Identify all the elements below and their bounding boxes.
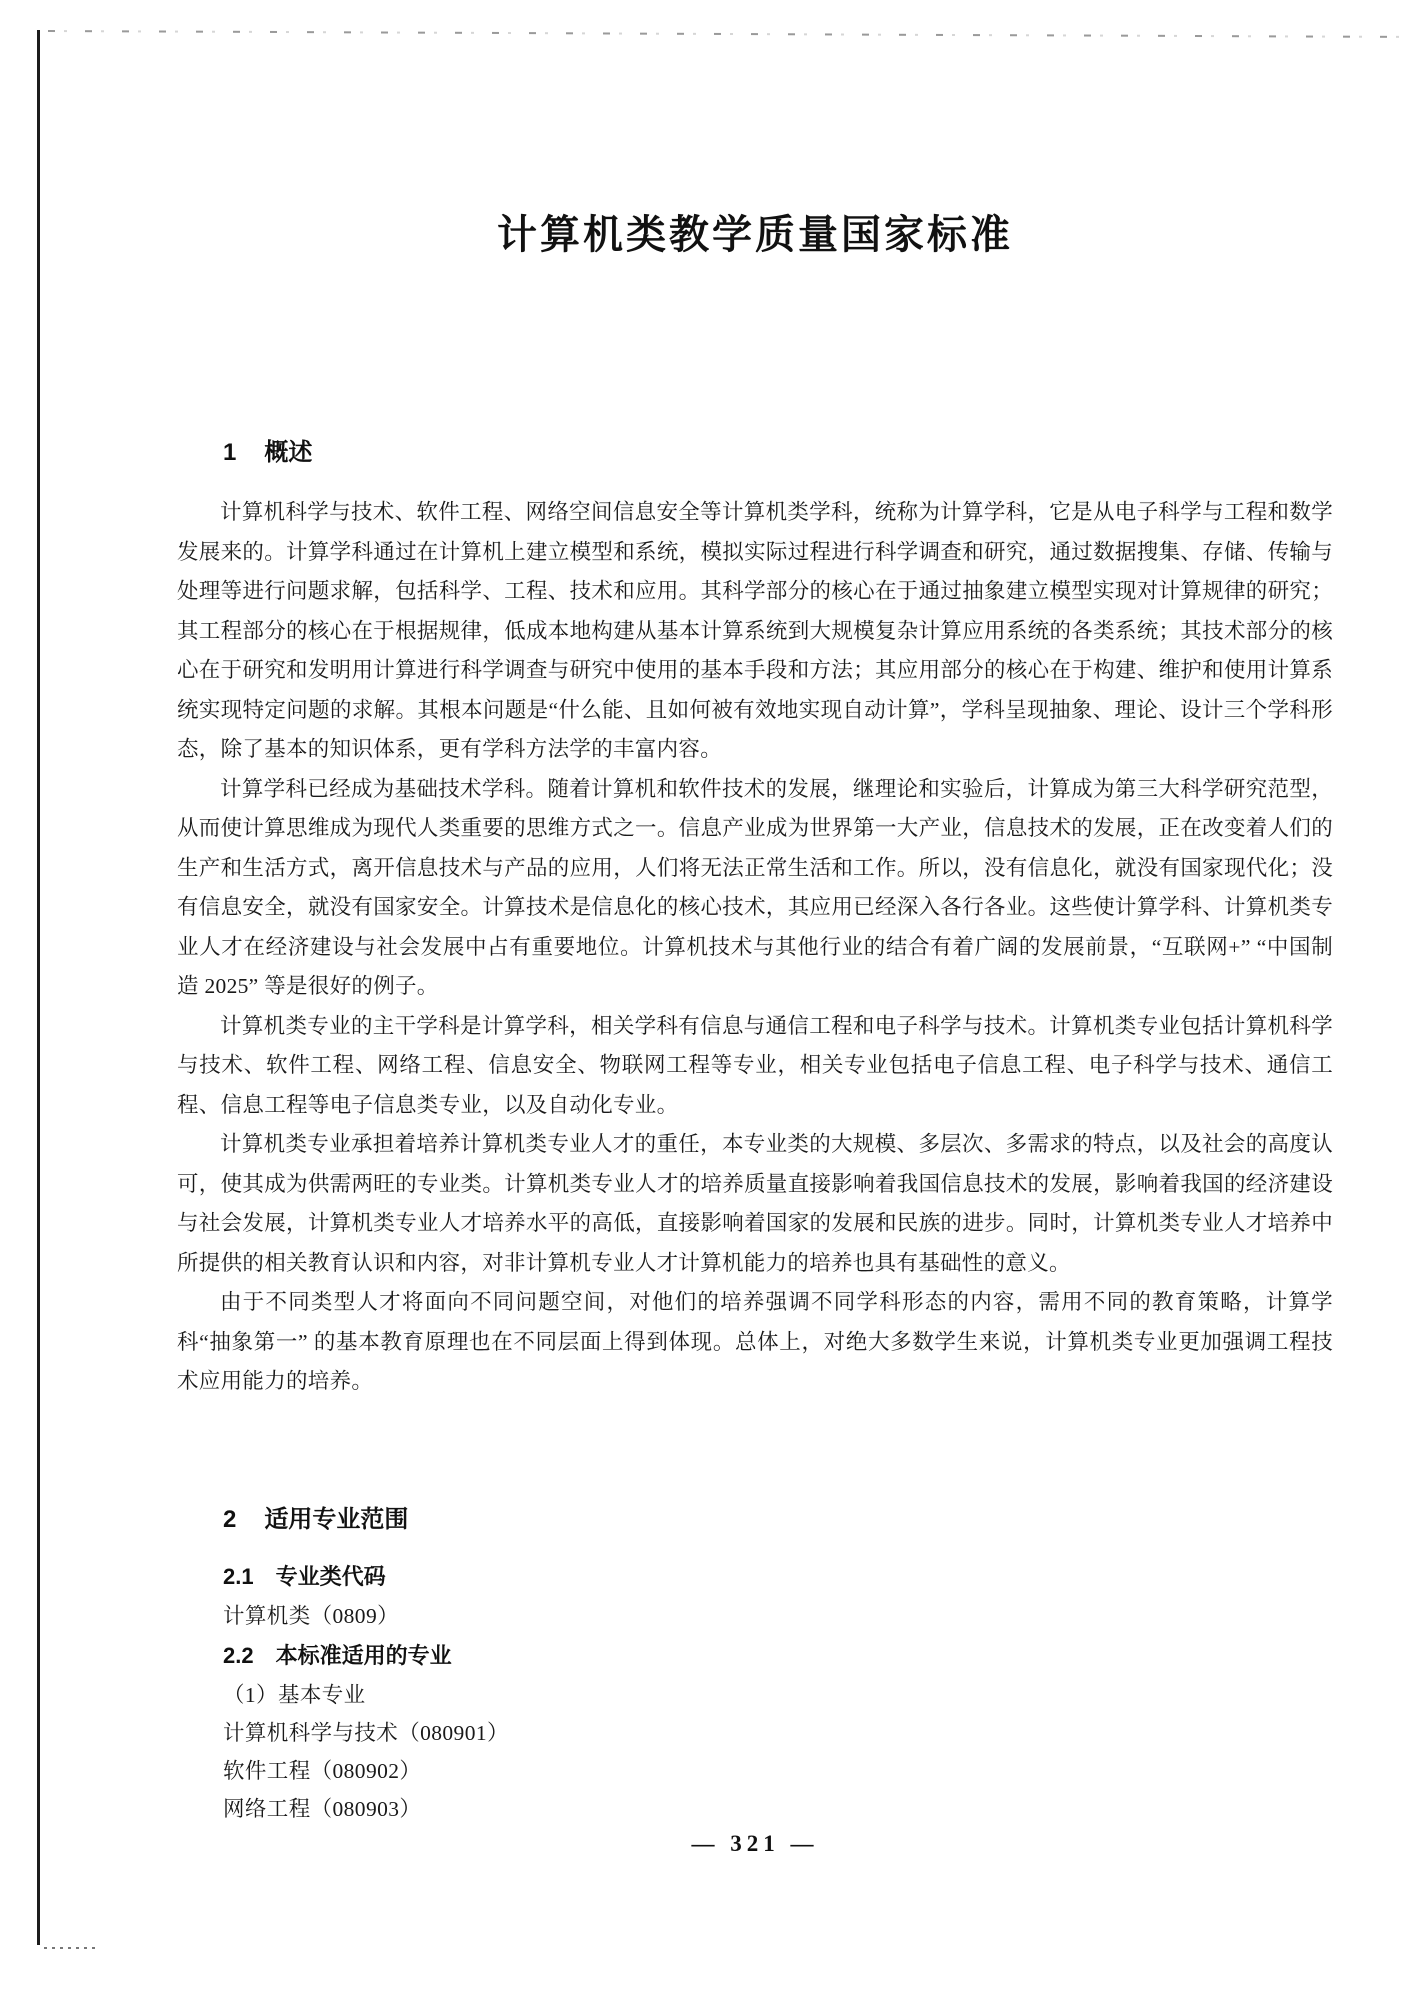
- section-1-title: 概述: [264, 439, 313, 466]
- scan-artifact-left-border-line: [37, 30, 40, 1945]
- section-2-heading: [177, 1504, 1333, 1536]
- paragraph-4: 计算机类专业承担着培养计算机类专业人才的重任，本专业类的大规模、多层次、多需求的特点，以及社会的高度认可，使其成为供需两旺的专业类。计算机类专业人才的培养质量直接影响着我国信息技术的发展，影响着我国的经济建设与社会发展，计算机类专业人才培养水平的高低，直接影响着国家的发展和民族的进步。同时，计算机类专业人才培养中所提供的相关教育认识和内容，对非计算机专业人才计算机能力的培养也具有基础性的意义。: [177, 1132, 1333, 1275]
- section-1-body: [177, 467, 1333, 1402]
- section-2: [177, 1492, 1333, 1824]
- major-software-engineering: 软件工程（080902）: [223, 1759, 422, 1783]
- scan-artifact-top-dashed-line: [48, 30, 1410, 38]
- subsection-2-1-heading: [177, 1562, 1333, 1592]
- section-1-heading: [177, 437, 1379, 469]
- section-1-number: 1: [223, 439, 237, 466]
- paragraph-1: 计算机科学与技术、软件工程、网络空间信息安全等计算机类学科，统称为计算学科，它是从电子科学与工程和数学发展来的。计算学科通过在计算机上建立模型和系统，模拟实际过程进行科学调查和研究，通过数据搜集、存储、传输与处理等进行问题求解，包括科学、工程、技术和应用。其科学部分的核心在于通过抽象建立模型实现对计算规律的研究；其工程部分的核心在于根据规律，低成本地构建从基本计算系统到大规模复杂计算应用系统的各类系统；其技术部分的核心在于研究和发明用计算进行科学调查与研究中使用的基本手段和方法；其应用部分的核心在于构建、维护和使用计算系统实现特定问题的求解。其根本问题是“什么能、且如何被有效地实现自动计算”，学科呈现抽象、理论、设计三个学科形态，除了基本的知识体系，更有学科方法学的丰富内容。: [177, 500, 1333, 761]
- document-title: 计算机类教学质量国家标准: [497, 213, 1013, 257]
- subsection-2-2-title: 本标准适用的专业: [275, 1643, 452, 1668]
- subsection-2-1-title: 专业类代码: [275, 1564, 386, 1589]
- paragraph-3: 计算机类专业的主干学科是计算学科，相关学科有信息与通信工程和电子科学与技术。计算机类专业包括计算机科学与技术、软件工程、网络工程、信息安全、物联网工程等专业，相关专业包括电子信息工程、电子科学与技术、通信工程、信息工程等电子信息类专业，以及自动化专业。: [177, 1013, 1333, 1117]
- major-cs-and-technology: 计算机科学与技术（080901）: [223, 1721, 509, 1745]
- subsection-2-2-heading: [177, 1641, 1333, 1671]
- section-2-title: 适用专业范围: [264, 1506, 409, 1533]
- section-2-number: 2: [223, 1506, 237, 1533]
- subsection-2-1-number: 2.1: [223, 1564, 254, 1589]
- page-number: — 321 —: [691, 1831, 819, 1856]
- subsection-2-2-number: 2.2: [223, 1643, 254, 1668]
- paragraph-2: 计算学科已经成为基础技术学科。随着计算机和软件技术的发展，继理论和实验后，计算成为第三大科学研究范型，从而使计算思维成为现代人类重要的思维方式之一。信息产业成为世界第一大产业，信息技术的发展，正在改变着人们的生产和生活方式，离开信息技术与产品的应用，人们将无法正常生活和工作。所以，没有信息化，就没有国家现代化；没有信息安全，就没有国家安全。计算技术是信息化的核心技术，其应用已经深入各行各业。这些使计算学科、计算机类专业人才在经济建设与社会发展中占有重要地位。计算机技术与其他行业的结合有着广阔的发展前景，“互联网+” “中国制造 2025” 等是很好的例子。: [177, 776, 1333, 998]
- major-class-code-line: 计算机类（0809）: [223, 1604, 400, 1628]
- basic-majors-label: （1）基本专业: [223, 1683, 366, 1707]
- major-network-engineering: 网络工程（080903）: [223, 1797, 422, 1821]
- scan-artifact-speck: [44, 1947, 96, 1949]
- paragraph-5: 由于不同类型人才将面向不同问题空间，对他们的培养强调不同学科形态的内容，需用不同的教育策略，计算学科“抽象第一” 的基本教育原理也在不同层面上得到体现。总体上，对绝大多数学生来说，计算机类专业更加强调工程技术应用能力的培养。: [177, 1290, 1333, 1393]
